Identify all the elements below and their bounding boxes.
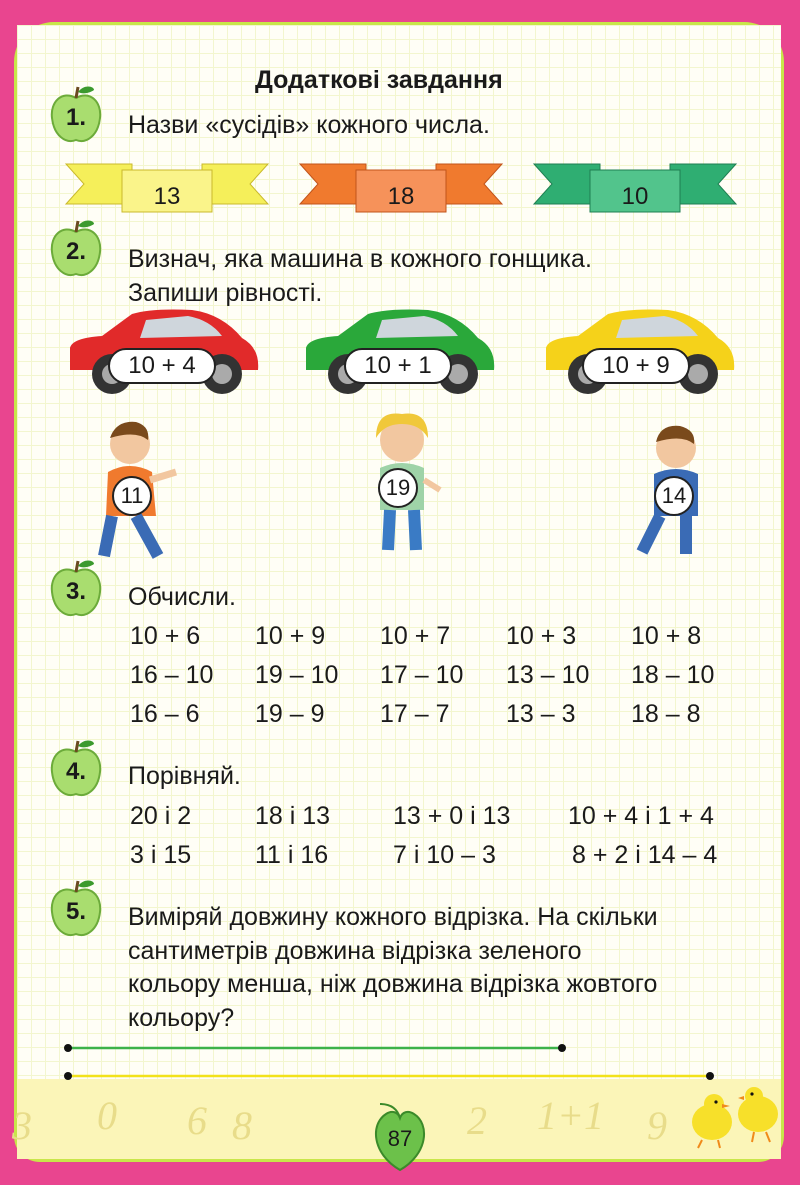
task-5-line-2: сантиметрів довжина відрізка зеленого — [128, 937, 582, 965]
expression: 19 – 10 — [255, 661, 339, 689]
expression: 10 + 8 — [631, 622, 702, 650]
racer-number-badge: 14 — [654, 476, 694, 516]
comparison: 10 + 4 і 1 + 4 — [568, 802, 714, 830]
ribbon-number: 13 — [153, 183, 181, 210]
comparison: 18 і 13 — [255, 802, 331, 830]
measure-segments — [60, 1040, 720, 1086]
task-number-apple — [48, 84, 104, 146]
expression: 16 – 10 — [130, 661, 214, 689]
comparison: 3 і 15 — [130, 841, 192, 869]
expression: 19 – 9 — [255, 700, 325, 728]
svg-text:9: 9 — [647, 1103, 667, 1148]
car-label: 10 + 1 — [344, 348, 452, 384]
expression: 10 + 7 — [380, 622, 451, 650]
task-number: 2. — [65, 238, 86, 265]
comparison: 11 і 16 — [255, 841, 329, 869]
expression: 18 – 8 — [631, 700, 701, 728]
task-number-apple — [48, 738, 104, 800]
task-5-line-1: Виміряй довжину кожного відрізка. На скільки — [128, 903, 658, 931]
expression: 17 – 7 — [380, 700, 450, 728]
task-number: 3. — [65, 578, 86, 605]
task-5-line-3: кольору менша, ніж довжина відрізка жовтого — [128, 970, 658, 998]
task-number-apple — [48, 878, 104, 940]
expression: 18 – 10 — [631, 661, 715, 689]
car-label: 10 + 4 — [108, 348, 216, 384]
task-2-line-1: Визнач, яка машина в кожного гонщика. — [128, 245, 592, 273]
task-number: 1. — [65, 104, 86, 131]
ribbon-number: 10 — [621, 183, 649, 210]
expression: 13 – 10 — [506, 661, 590, 689]
task-5-line-4: кольору? — [128, 1004, 235, 1032]
svg-text:1+1: 1+1 — [537, 1093, 604, 1138]
page-title: Додаткові завдання — [255, 66, 503, 94]
task-2-line-2: Запиши рівності. — [128, 279, 323, 307]
task-number-apple — [48, 558, 104, 620]
svg-text:6: 6 — [187, 1098, 207, 1143]
comparison: 20 і 2 — [130, 802, 192, 830]
task-3-text: Обчисли. — [128, 583, 236, 611]
expression: 10 + 9 — [255, 622, 326, 650]
expression: 10 + 6 — [130, 622, 201, 650]
svg-text:2: 2 — [467, 1098, 487, 1143]
expression: 16 – 6 — [130, 700, 200, 728]
svg-text:8: 8 — [232, 1103, 252, 1148]
expression: 10 + 3 — [506, 622, 577, 650]
task-number: 5. — [65, 898, 86, 925]
comparison: 8 + 2 і 14 – 4 — [572, 841, 718, 869]
task-number-apple — [48, 218, 104, 280]
expression: 17 – 10 — [380, 661, 464, 689]
racer-number-badge: 11 — [112, 476, 152, 516]
comparison: 13 + 0 і 13 — [393, 802, 511, 830]
ribbon-number: 18 — [387, 183, 415, 210]
expression: 13 – 3 — [506, 700, 576, 728]
task-1-text: Назви «сусідів» кожного числа. — [128, 111, 490, 139]
svg-text:0: 0 — [97, 1093, 117, 1138]
chicks-illustration — [682, 1086, 786, 1152]
car-label: 10 + 9 — [582, 348, 690, 384]
page-number: 87 — [387, 1126, 413, 1151]
task-number: 4. — [65, 758, 86, 785]
svg-text:3: 3 — [12, 1103, 32, 1148]
task-4-text: Порівняй. — [128, 762, 241, 790]
racer-number-badge: 19 — [378, 468, 418, 508]
comparison: 7 і 10 – 3 — [393, 841, 496, 869]
